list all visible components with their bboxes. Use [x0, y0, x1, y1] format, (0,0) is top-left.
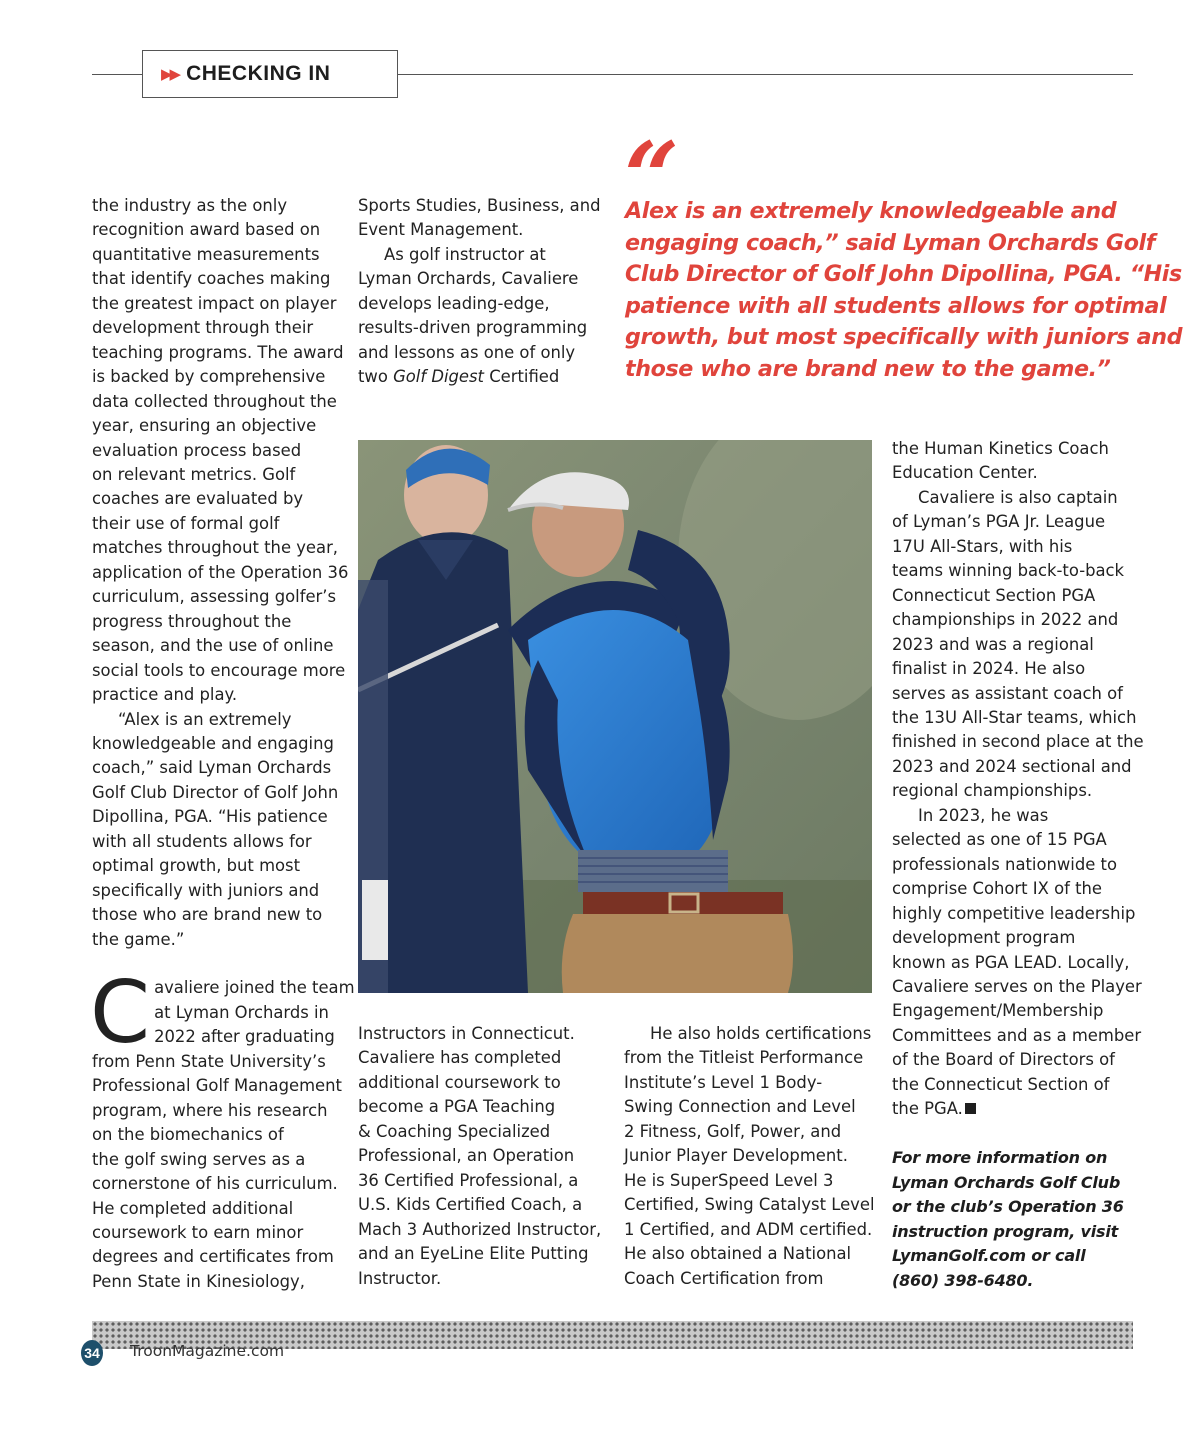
text-line: finished in second place at the [892, 732, 1144, 752]
text-line: U.S. Kids Certified Coach, a [358, 1195, 583, 1215]
text-line: “Alex is an extremely [118, 709, 292, 729]
text-line: Sports Studies, Business, and [358, 196, 601, 215]
text-line: Institute’s Level 1 Body- [624, 1072, 823, 1092]
text-line: application of the Operation 36 [92, 562, 349, 582]
text-line: those who are brand new to [92, 905, 323, 925]
text-line: Instructors in Connecticut. [358, 1024, 575, 1043]
text-line: championships in 2022 and [892, 610, 1119, 630]
text-line: results-driven programming [358, 318, 588, 338]
text-line: teams winning back-to-back [892, 561, 1125, 581]
column-1 [90, 194, 355, 1294]
text-line: & Coaching Specialized [358, 1121, 551, 1141]
text-line: of Lyman’s PGA Jr. League [892, 512, 1106, 532]
pull-quote-line: Alex is an extremely knowledgeable and [625, 198, 1117, 224]
text-line: 1 Certified, and ADM certified. [624, 1219, 873, 1239]
pull-quote-line: patience with all students allows for optimal [625, 292, 1167, 319]
column-1-intro [92, 194, 350, 708]
text-line: 2023 and 2024 sectional and [892, 756, 1132, 776]
drop-cap: C [90, 963, 151, 1064]
text-line: 36 Certified Professional, a [358, 1170, 579, 1190]
text-line: Instructor. [358, 1268, 442, 1288]
text-line: become a PGA Teaching [358, 1097, 556, 1117]
text-line: Junior Player Development. [624, 1146, 848, 1166]
text-line: regional championships. [892, 781, 1093, 801]
text-line: Cavaliere is also captain [918, 487, 1118, 507]
text-line: Golf Club Director of Golf John [92, 782, 339, 802]
end-mark-icon [965, 1103, 976, 1114]
quote-mark-icon: “ [624, 121, 680, 234]
text-line: on the biomechanics of [92, 1125, 284, 1145]
text-line: Swing Connection and Level [624, 1097, 856, 1117]
column-3 [624, 1022, 886, 1291]
pull-quote-line: engaging coach,” said Lyman Orchards Golf [625, 229, 1155, 256]
header-rule-left [92, 74, 142, 75]
text-line: data collected throughout the [92, 391, 337, 411]
column-2-indent-line: As golf instructor at [384, 244, 546, 264]
column-4-last-line: the PGA. [892, 1097, 1154, 1121]
text-line: coach,” said Lyman Orchards [92, 758, 332, 778]
footer-site: TroonMagazine.com [130, 1342, 285, 1360]
text-line: from Penn State University’s [92, 1051, 326, 1071]
text-line: the 13U All-Star teams, which [892, 707, 1137, 727]
text-line: and an EyeLine Elite Putting [358, 1244, 589, 1264]
text-line: the Human Kinetics Coach [892, 439, 1109, 458]
text-line: curriculum, assessing golfer’s [92, 587, 337, 607]
text-line: comprise Cohort IX of the [892, 879, 1102, 899]
text-line: selected as one of 15 PGA [892, 830, 1107, 850]
text-line: additional coursework to [358, 1072, 561, 1092]
text-line: from the Titleist Performance [624, 1048, 864, 1068]
text-line: quantitative measurements [92, 244, 320, 264]
text-line: teaching programs. The award [92, 342, 344, 362]
text-line: knowledgeable and engaging [92, 733, 334, 753]
text-line: 2022 after graduating [154, 1027, 335, 1047]
column-4 [892, 437, 1154, 1122]
text-line: known as PGA LEAD. Locally, [892, 952, 1130, 972]
text-line: professionals nationwide to [892, 854, 1118, 874]
section-title: CHECKING IN [186, 62, 331, 85]
text-line: Mach 3 Authorized Instructor, [358, 1219, 602, 1239]
pull-quote [625, 196, 1183, 385]
text-line: social tools to encourage more [92, 660, 346, 680]
text-line: Connecticut Section PGA [892, 585, 1096, 605]
text-line: He completed additional [92, 1198, 294, 1218]
text-line: specifically with juniors and [92, 880, 320, 900]
text-line: Professional Golf Management [92, 1076, 342, 1096]
text-line: coursework to earn minor [92, 1223, 304, 1243]
text-line: coaches are evaluated by [92, 489, 304, 509]
text-line: Certified, Swing Catalyst Level [624, 1195, 875, 1215]
text-line: development through their [92, 318, 314, 338]
header-rule-right [398, 74, 1133, 75]
text-line: He also holds certifications [650, 1024, 872, 1043]
text-line: avaliere joined the team [154, 978, 355, 998]
text-line: the greatest impact on player [92, 293, 337, 313]
info-line: For more information on [892, 1148, 1108, 1167]
text-line: develops leading-edge, [358, 293, 550, 313]
text-line: Cavaliere serves on the Player [892, 976, 1142, 996]
text-line: progress throughout the [92, 611, 292, 631]
text-line: is backed by comprehensive [92, 367, 326, 387]
text-line: Lyman Orchards, Cavaliere [358, 269, 579, 289]
text-line: serves as assistant coach of [892, 683, 1123, 703]
column-1-quote-paragraph [92, 708, 350, 953]
text-line: the industry as the only [92, 196, 288, 215]
text-line: Event Management. [358, 220, 524, 240]
text-line: the golf swing serves as a [92, 1149, 306, 1169]
text-line: optimal growth, but most [92, 856, 301, 876]
text-line: Engagement/Membership [892, 1001, 1104, 1021]
text-line: He is SuperSpeed Level 3 [624, 1170, 834, 1190]
info-line: (860) 398-6480. [892, 1270, 1034, 1290]
text-line: of the Board of Directors of [892, 1050, 1115, 1070]
pull-quote-line: those who are brand new to the game.” [625, 355, 1111, 382]
magazine-title: Golf Digest [393, 367, 484, 387]
text-line: at Lyman Orchards in [154, 1002, 329, 1022]
text-line: program, where his research [92, 1100, 328, 1120]
text-line: with all students allows for [92, 831, 312, 851]
info-line: Lyman Orchards Golf Club [892, 1172, 1121, 1192]
text-line: season, and the use of online [92, 636, 334, 656]
pull-quote-line: Club Director of Golf John Dipollina, PGA. “His [625, 261, 1182, 287]
text-line: 17U All-Stars, with his [892, 536, 1073, 556]
pull-quote-line: growth, but most specifically with juniors and [625, 324, 1183, 350]
text-line: finalist in 2024. He also [892, 659, 1086, 679]
text-line: that identify coaches making [92, 269, 331, 289]
text-line: Committees and as a member [892, 1025, 1142, 1045]
double-arrow-icon: ▶▶ [161, 66, 179, 83]
info-line: LymanGolf.com or call [892, 1246, 1086, 1265]
column-2-last-line: two Golf Digest Certified [358, 367, 560, 387]
section-header [142, 50, 398, 98]
text-line: 2 Fitness, Golf, Power, and [624, 1121, 842, 1141]
text-line: cornerstone of his curriculum. [92, 1174, 338, 1194]
text-line: He also obtained a National [624, 1244, 852, 1264]
text-line: evaluation process based [92, 440, 302, 460]
column-2 [358, 194, 620, 390]
text-line: the Connecticut Section of [892, 1074, 1110, 1094]
text-line: Education Center. [892, 463, 1038, 483]
text-line: Penn State in Kinesiology, [92, 1271, 305, 1291]
column-1-closing [92, 1050, 350, 1295]
text-line: Dipollina, PGA. “His patience [92, 807, 328, 827]
info-line: instruction program, visit [892, 1221, 1119, 1241]
text-line: recognition award based on [92, 220, 321, 240]
text-line: Cavaliere has completed [358, 1048, 562, 1068]
text-line: Professional, an Operation [358, 1146, 575, 1166]
info-line: or the club’s Operation 36 [892, 1197, 1124, 1216]
text-line: practice and play. [92, 685, 238, 705]
text-line: and lessons as one of only [358, 342, 576, 362]
text-line: highly competitive leadership [892, 903, 1136, 923]
text-line: development program [892, 928, 1076, 948]
golfer-illustration [358, 440, 872, 993]
text-line: degrees and certificates from [92, 1247, 334, 1267]
text-line: the game.” [92, 929, 185, 949]
text-line: Coach Certification from [624, 1268, 824, 1288]
text-line: their use of formal golf [92, 513, 280, 533]
page-number-badge: 34 [81, 1340, 103, 1366]
more-info-box [892, 1146, 1152, 1293]
text-line: year, ensuring an objective [92, 416, 317, 436]
text-line: matches throughout the year, [92, 538, 339, 558]
text-line: 2023 and was a regional [892, 634, 1094, 654]
text-line: on relevant metrics. Golf [92, 464, 296, 484]
golfer-photo [358, 440, 872, 993]
text-line: In 2023, he was [918, 805, 1049, 825]
column-2-bottom [358, 1022, 620, 1291]
